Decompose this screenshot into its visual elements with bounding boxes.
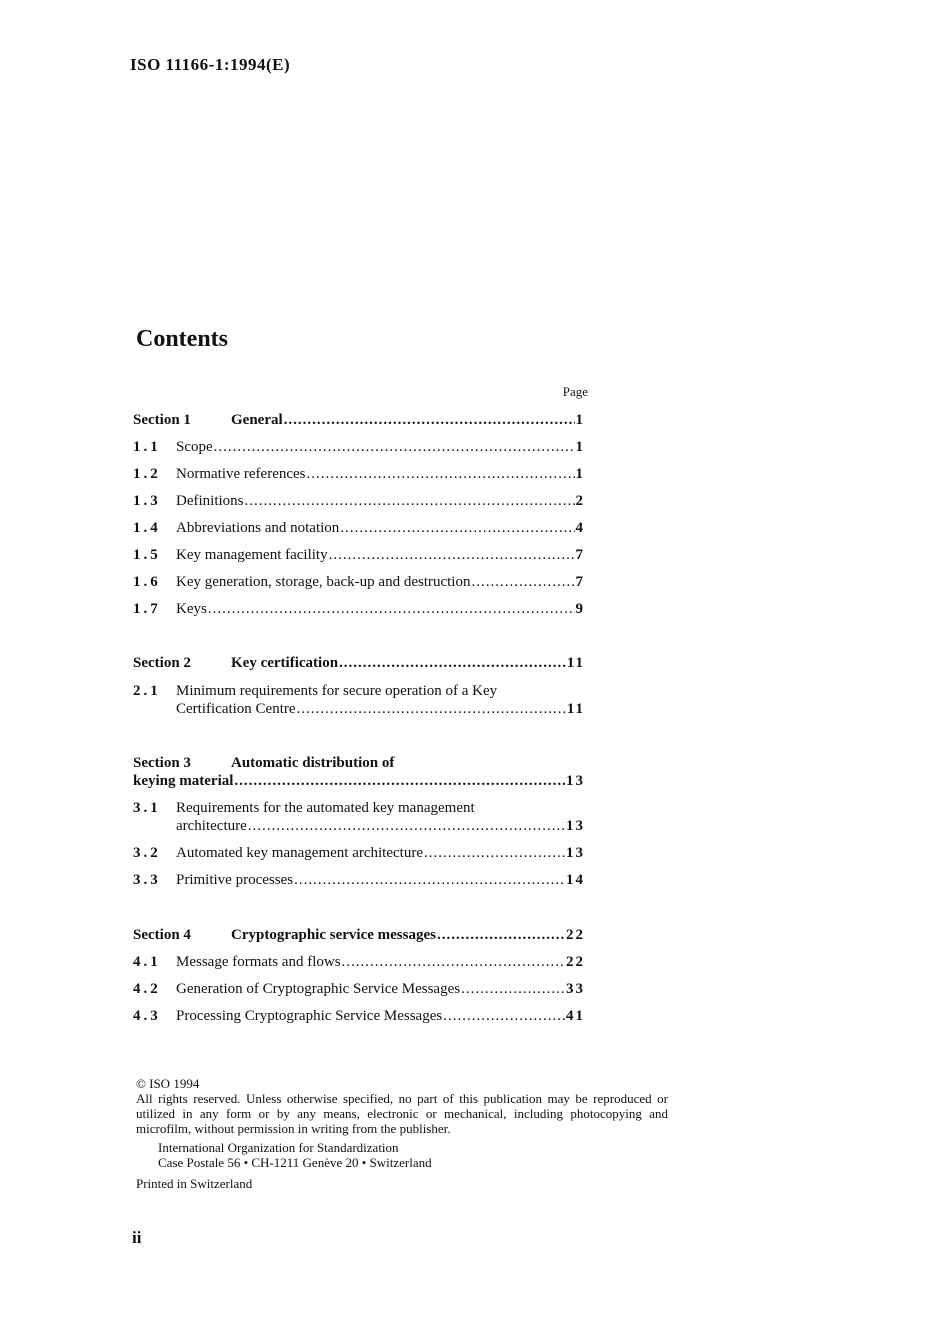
page-number: 33: [566, 981, 585, 997]
page-number: 14: [566, 872, 585, 888]
toc-section-3[interactable]: [133, 755, 585, 775]
rights-text-3: microfilm, without permission in writing from the publisher.: [136, 1121, 451, 1136]
dot-leader: [437, 927, 565, 944]
entry-title: Normative references: [176, 466, 306, 482]
entry-title: Abbreviations and notation: [176, 520, 340, 536]
document-id-header: ISO 11166-1:1994(E): [130, 55, 291, 74]
toc-section-2[interactable]: [133, 655, 585, 675]
section-title-line-1: Automatic distribution of: [231, 755, 395, 771]
dot-leader: [214, 439, 575, 456]
toc-entry-3-1[interactable]: [133, 800, 585, 820]
toc-entry-1-7[interactable]: [133, 601, 585, 621]
page-number: 11: [566, 655, 585, 671]
toc-section-3-cont[interactable]: [133, 773, 585, 793]
page-number: 41: [566, 1008, 585, 1024]
entry-title: Processing Cryptographic Service Messages: [176, 1008, 443, 1024]
organization-address: Case Postale 56 • CH-1211 Genève 20 • Switzerland: [158, 1155, 432, 1170]
dot-leader: [443, 1008, 565, 1025]
dot-leader: [307, 466, 575, 483]
page-number: 13: [566, 818, 585, 834]
dot-leader: [234, 773, 565, 790]
entry-title-line-2: architecture: [176, 818, 247, 834]
page-number: 1: [575, 466, 585, 482]
page-number: 2: [575, 493, 585, 509]
section-title-line-2: keying material: [133, 773, 234, 789]
dot-leader: [340, 520, 574, 537]
toc-entry-3-1-cont[interactable]: [133, 818, 585, 838]
entry-number: 1.4: [133, 520, 161, 536]
dot-leader: [248, 818, 565, 835]
entry-number: 4.3: [133, 1008, 161, 1024]
entry-number: 1.1: [133, 439, 161, 455]
entry-title: Automated key management architecture: [176, 845, 423, 861]
toc-entry-3-2[interactable]: [133, 845, 585, 865]
entry-title: Definitions: [176, 493, 244, 509]
toc-entry-2-1-cont[interactable]: [133, 701, 585, 721]
page-number: 1: [575, 439, 585, 455]
page-column-label: Page: [562, 384, 588, 399]
toc-section-1[interactable]: [133, 412, 585, 432]
dot-leader: [208, 601, 575, 618]
entry-title: Scope: [176, 439, 213, 455]
toc-entry-1-6[interactable]: [133, 574, 585, 594]
dot-leader: [329, 547, 575, 564]
entry-number: 1.5: [133, 547, 161, 563]
page-number: 22: [566, 927, 585, 943]
toc-entry-1-4[interactable]: [133, 520, 585, 540]
entry-title-line-1: Minimum requirements for secure operation of a Key: [176, 683, 498, 699]
entry-title: Key generation, storage, back-up and destruction: [176, 574, 471, 590]
section-title: Cryptographic service messages: [231, 927, 436, 943]
dot-leader: [294, 872, 565, 889]
organization-name: International Organization for Standardization: [158, 1140, 399, 1155]
rights-text-1: All rights reserved. Unless otherwise specified, no part of this publication may be reproduced or: [136, 1091, 668, 1106]
toc-entry-4-1[interactable]: [133, 954, 585, 974]
entry-title-line-2: Certification Centre: [176, 701, 296, 717]
page-number: 7: [575, 574, 585, 590]
dot-leader: [461, 981, 565, 998]
entry-title: Generation of Cryptographic Service Messages: [176, 981, 461, 997]
page-number: 13: [566, 773, 585, 789]
page-number: 7: [575, 547, 585, 563]
page-number: 4: [575, 520, 585, 536]
entry-title: Key management facility: [176, 547, 328, 563]
toc-entry-4-3[interactable]: [133, 1008, 585, 1028]
entry-number: 3.3: [133, 872, 161, 888]
entry-number: 1.2: [133, 466, 161, 482]
entry-title-line-1: Requirements for the automated key management: [176, 800, 475, 816]
entry-number: 3.2: [133, 845, 161, 861]
page-number: 9: [575, 601, 585, 617]
copyright-line: © ISO 1994: [136, 1076, 200, 1091]
page-number: 1: [575, 412, 585, 428]
page-number: 22: [566, 954, 585, 970]
dot-leader: [471, 574, 574, 591]
dot-leader: [284, 412, 575, 429]
section-label: Section 3: [133, 755, 191, 771]
rights-text-2: utilized in any form or by any means, electronic or mechanical, including photocopying and: [136, 1106, 668, 1121]
entry-number: 2.1: [133, 683, 161, 699]
dot-leader: [424, 845, 565, 862]
entry-number: 3.1: [133, 800, 161, 816]
toc-entry-1-2[interactable]: [133, 466, 585, 486]
entry-number: 1.3: [133, 493, 161, 509]
entry-number: 4.1: [133, 954, 161, 970]
section-label: Section 1: [133, 412, 191, 428]
dot-leader: [342, 954, 565, 971]
toc-entry-1-3[interactable]: [133, 493, 585, 513]
entry-number: 4.2: [133, 981, 161, 997]
entry-title: Keys: [176, 601, 207, 617]
dot-leader: [245, 493, 575, 510]
toc-entry-4-2[interactable]: [133, 981, 585, 1001]
dot-leader: [339, 655, 566, 672]
toc-entry-2-1[interactable]: [133, 683, 585, 703]
copyright-notice: [136, 1076, 668, 1191]
dot-leader: [297, 701, 566, 718]
section-title: Key certification: [231, 655, 339, 671]
toc-section-4[interactable]: [133, 927, 585, 947]
contents-heading: Contents: [136, 326, 229, 352]
page-number: 11: [566, 701, 585, 717]
entry-title: Message formats and flows: [176, 954, 341, 970]
entry-title: Primitive processes: [176, 872, 294, 888]
toc-entry-1-1[interactable]: [133, 439, 585, 459]
section-title: General: [231, 412, 283, 428]
printed-in: Printed in Switzerland: [136, 1176, 253, 1191]
page-number: 13: [566, 845, 585, 861]
section-label: Section 4: [133, 927, 191, 943]
toc-entry-1-5[interactable]: [133, 547, 585, 567]
toc-entry-3-3[interactable]: [133, 872, 585, 892]
entry-number: 1.6: [133, 574, 161, 590]
entry-number: 1.7: [133, 601, 161, 617]
section-label: Section 2: [133, 655, 191, 671]
page-number-footer: ii: [132, 1228, 142, 1247]
